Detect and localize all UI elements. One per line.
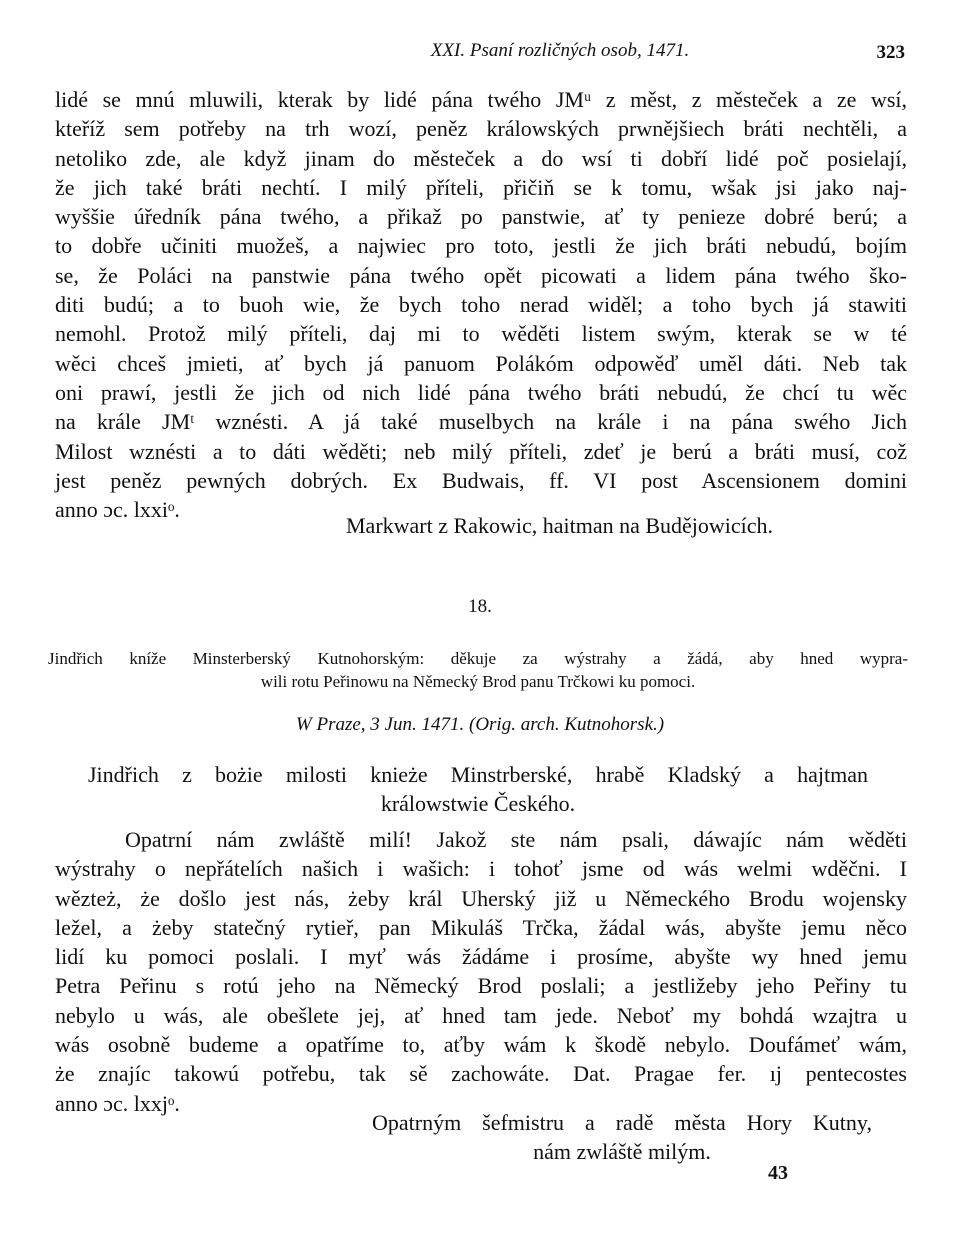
document-dateline: W Praze, 3 Jun. 1471. (Orig. arch. Kutnohorsk.) <box>295 714 665 735</box>
letter-2-intitulatio <box>88 760 868 818</box>
text-line: anno ɔc. lxxjᵒ. <box>55 1090 180 1116</box>
text-line: kteříž sem potřeby na trh wozí, peněz králowských prwnějšiech bráti nechtěli, a <box>55 116 907 142</box>
address-line: nám zwláště milým. <box>533 1139 711 1164</box>
text-line: jest peněz pewných dobrých. Ex Budwais, ff. VI post Ascensionem domini <box>55 467 907 493</box>
document-number: 18. <box>468 596 492 617</box>
text-line: nemohl. Protož milý příteli, daj mi to wěděti listem swým, kterak se w té <box>55 321 907 347</box>
text-line: że znajíc takowú potřebu, tak sě zachowáte. Dat. Pragae fer. ıj pentecostes <box>55 1061 907 1087</box>
text-line: wás osobně budeme a opatříme to, aťby wám k škodě nebylo. Doufámeť wám, <box>55 1032 907 1058</box>
text-line: se, že Poláci na panstwie pána twého opět picowati a lidem pána twého ško- <box>55 262 907 288</box>
text-line: diti budú; a to buoh wie, že bych toho nerad widěl; a toho bych já stawiti <box>55 292 907 318</box>
letter-1-body <box>55 85 907 524</box>
text-line: wězteż, że došlo jest nás, żeby král Uherský již u Německého Brodu wojensky <box>55 885 907 911</box>
document-summary <box>48 647 908 693</box>
text-line: to dobře učiniti muožeš, a najwiec pro toto, jestli že jich bráti nebudú, bojím <box>55 233 907 259</box>
text-line: lidé se mnú mluwili, kterak by lidé pána twého JMᵘ z měst, z městeček a ze wsí, <box>55 87 907 112</box>
text-line: nebylo u wás, ale obešlete jej, ať hned tam jede. Neboť my bohdá wzajtra u <box>55 1002 907 1028</box>
printer-signature-mark: 43 <box>768 1162 788 1184</box>
text-line: wyššie úředník pána twého, a přikaž po panstwie, ať ty penieze dobré berú; a <box>55 204 907 230</box>
text-line: wěci chceš jmieti, ať bych já panuom Polákóm odpowěď uměl dáti. Neb tak <box>55 350 907 376</box>
text-line: ležel, a żeby statečný rytieř, pan Mikuláš Trčka, žádal wás, abyšte jemu něco <box>55 914 907 940</box>
summary-line: wili rotu Peřinowu na Německý Brod panu Trčkowi ku pomoci. <box>260 672 696 691</box>
text-line: anno ɔc. lxxiᵒ. <box>55 497 180 523</box>
letter-2-address <box>372 1108 872 1166</box>
text-line: netoliko zde, ale když jinam do městeček a do wsí ti dobří lidé poč posielají, <box>55 145 907 171</box>
running-title-text: XXI. Psaní rozličných osob, 1471. <box>430 40 690 61</box>
text-line: Opatrní nám zwláště milí! Jakož ste nám psali, dáwajíc nám wěděti <box>125 827 907 852</box>
summary-line: Jindřich kníže Minsterberský Kutnohorským: děkuje za wýstrahy a žádá, aby hned wypra- <box>48 649 908 668</box>
letter-2-body <box>55 825 907 1118</box>
intitulatio-line: Jindřich z bożie milosti knieże Minstrberské, hrabě Kladský a hajtman <box>88 762 868 787</box>
text-line: wýstrahy o nepřátelích našich i wašich: i tohoť jsme od wás welmi wděčni. I <box>55 856 907 882</box>
page-number: 323 <box>876 42 905 63</box>
intitulatio-line: králowstwie Českého. <box>380 791 576 816</box>
address-line: Opatrným šefmistru a radě města Hory Kutny, <box>372 1110 872 1135</box>
text-line: oni prawí, jestli že jich od nich lidé pána twého bráti nebudú, že chcí tu wěc <box>55 379 907 405</box>
text-line: na krále JMᵗ wznésti. A já také muselbych na krále i na pána swého Jich <box>55 409 907 435</box>
text-line: Petra Peřinu s rotú jeho na Německý Brod poslali; a jestližeby jeho Peřiny tu <box>55 973 907 999</box>
text-line: lidí ku pomoci poslali. I myť wás žádáme i prosíme, abyšte wy hned jemu <box>55 944 907 970</box>
letter-1-signature: Markwart z Rakowic, haitman na Budějowicích. <box>346 513 774 538</box>
text-line: Milost wznésti a to dáti wěděti; neb milý příteli, zdeť je berú a bráti musí, což <box>55 438 907 464</box>
running-title <box>0 40 870 62</box>
text-line: že jich také bráti nechtí. I milý příteli, přičiň se k tomu, wšak jsi jako naj- <box>55 174 907 200</box>
